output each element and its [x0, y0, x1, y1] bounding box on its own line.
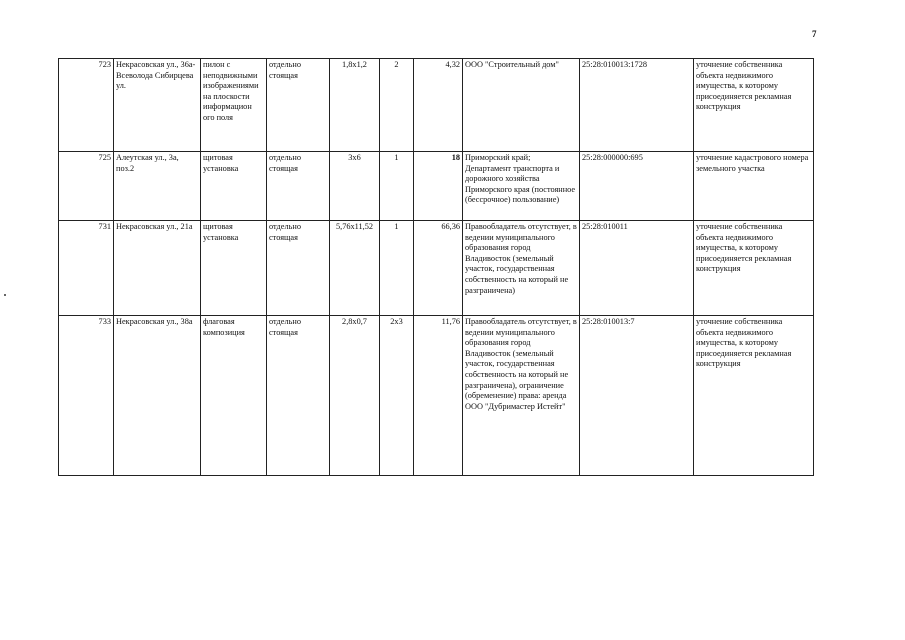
- structure-type-cell: щитовая установка: [201, 221, 267, 316]
- cadastral-number-cell: 25:28:010013:7: [580, 316, 694, 476]
- cadastral-number-cell: 25:28:010011: [580, 221, 694, 316]
- address-cell: Некрасовская ул., 21а: [114, 221, 201, 316]
- table-row: [59, 316, 814, 476]
- cadastral-number-cell: 25:28:000000:695: [580, 152, 694, 221]
- area-cell: 66,36: [414, 221, 463, 316]
- area-cell: 18: [414, 152, 463, 221]
- address-cell: Алеутская ул., 3а, поз.2: [114, 152, 201, 221]
- row-number: 731: [59, 221, 114, 316]
- sides-cell: 1: [380, 221, 414, 316]
- size-cell: 3х6: [330, 152, 380, 221]
- note-cell: уточнение собственника объекта недвижимого имущества, к которому присоединяется рекламная конструкция: [694, 221, 814, 316]
- scan-speck: [4, 294, 6, 296]
- placement-cell: отдельно стоящая: [267, 316, 330, 476]
- note-cell: уточнение собственника объекта недвижимого имущества, к которому присоединяется рекламная конструкция: [694, 59, 814, 152]
- placement-cell: отдельно стоящая: [267, 152, 330, 221]
- structure-type-cell: щитовая установка: [201, 152, 267, 221]
- page-number: 7: [812, 29, 817, 39]
- note-cell: уточнение собственника объекта недвижимого имущества, к которому присоединяется рекламная конструкция: [694, 316, 814, 476]
- table-row: [59, 221, 814, 316]
- size-cell: 1,8х1,2: [330, 59, 380, 152]
- area-cell: 11,76: [414, 316, 463, 476]
- table-row: [59, 152, 814, 221]
- owner-cell: ООО "Строительный дом": [463, 59, 580, 152]
- placement-cell: отдельно стоящая: [267, 221, 330, 316]
- owner-cell: Приморский край; Департамент транспорта и дорожного хозяйства Приморского края (постоянное (бессрочное) пользование): [463, 152, 580, 221]
- structure-type-cell: пилон с неподвижными изображениями на плоскости информацион ого поля: [201, 59, 267, 152]
- owner-cell: Правообладатель отсутствует, в ведении муниципального образования город Владивосток (земельный участок, государственная собственность на который не разграничена), ограничение (обременение) права: аренда ООО "Дубримастер Истейт": [463, 316, 580, 476]
- table-row: [59, 59, 814, 152]
- placement-cell: отдельно стоящая: [267, 59, 330, 152]
- sides-cell: 2х3: [380, 316, 414, 476]
- row-number: 733: [59, 316, 114, 476]
- row-number: 725: [59, 152, 114, 221]
- owner-cell: Правообладатель отсутствует, в ведении муниципального образования город Владивосток (земельный участок, государственная собственность на который не разграничена): [463, 221, 580, 316]
- sides-cell: 1: [380, 152, 414, 221]
- size-cell: 5,76х11,52: [330, 221, 380, 316]
- sides-cell: 2: [380, 59, 414, 152]
- note-cell: уточнение кадастрового номера земельного участка: [694, 152, 814, 221]
- row-number: 723: [59, 59, 114, 152]
- address-cell: Некрасовская ул., 38а: [114, 316, 201, 476]
- address-cell: Некрасовская ул., 36а-Всеволода Сибирцева ул.: [114, 59, 201, 152]
- size-cell: 2,8х0,7: [330, 316, 380, 476]
- cadastral-number-cell: 25:28:010013:1728: [580, 59, 694, 152]
- advertising-structures-table: [58, 58, 814, 476]
- area-cell: 4,32: [414, 59, 463, 152]
- structure-type-cell: флаговая композиция: [201, 316, 267, 476]
